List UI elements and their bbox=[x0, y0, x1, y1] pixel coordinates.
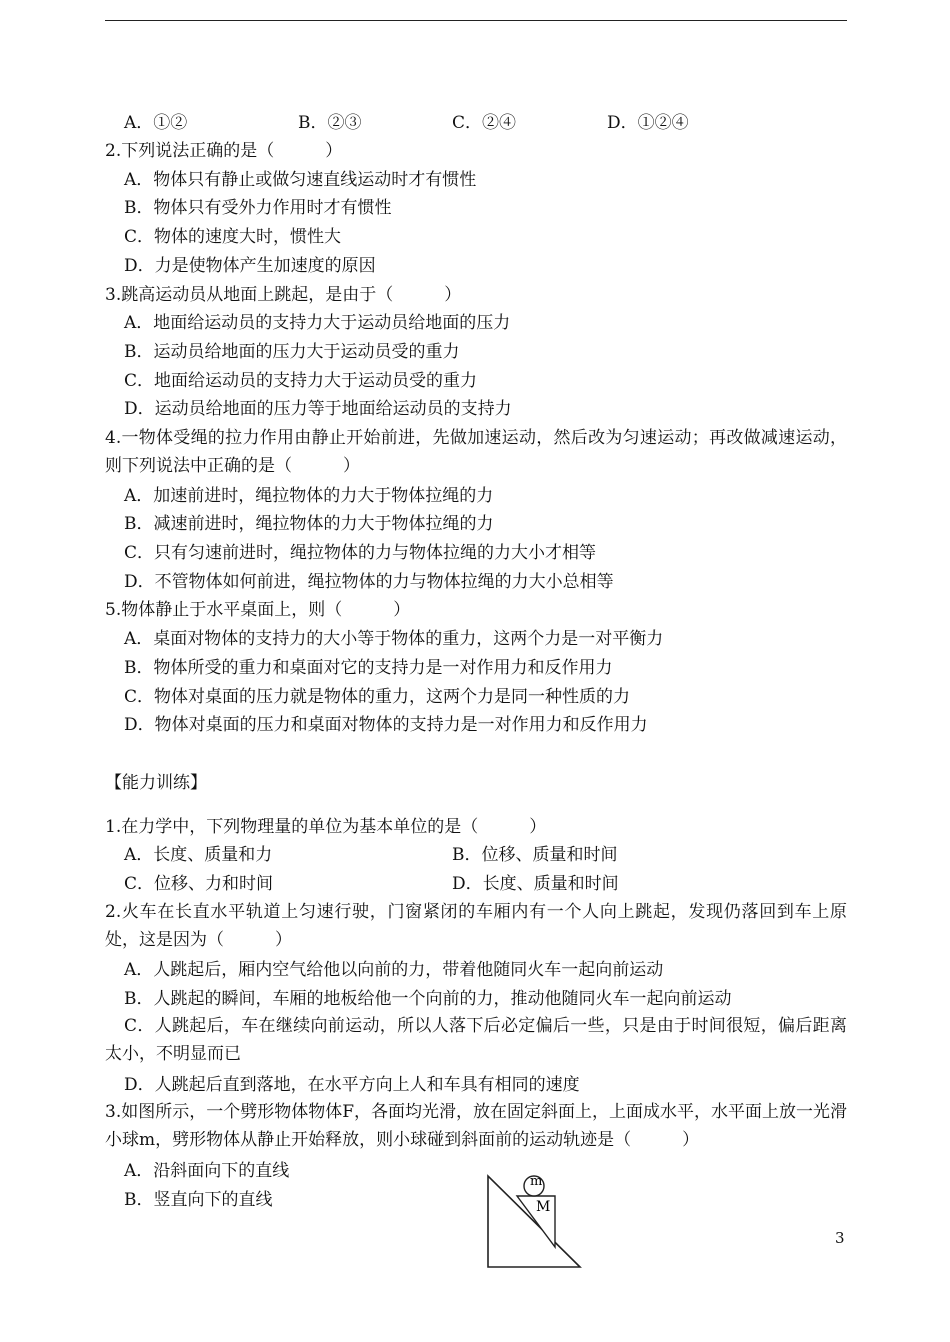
q5-option-c: C．物体对桌面的压力就是物体的重力，这两个力是同一种性质的力 bbox=[124, 687, 631, 707]
q5-option-d: D．物体对桌面的压力和桌面对物体的支持力是一对作用力和反作用力 bbox=[124, 715, 648, 735]
q1-option-c: C．②④ bbox=[452, 113, 517, 133]
p3-stem: 3.如图所示，一个劈形物体物体F，各面均光滑，放在固定斜面上，上面成水平，水平面上放一光滑小球m，劈形物体从静止开始释放，则小球碰到斜面前的运动轨迹是（ ） bbox=[105, 1102, 848, 1150]
p1-option-c: C．位移、力和时间 bbox=[124, 874, 274, 894]
ball-label: m bbox=[530, 1174, 543, 1189]
p1-option-d: D．长度、质量和时间 bbox=[452, 874, 619, 894]
p1-option-b: B．位移、质量和时间 bbox=[452, 845, 618, 865]
q3-option-c: C．地面给运动员的支持力大于运动员受的重力 bbox=[124, 371, 478, 391]
q2-option-d: D．力是使物体产生加速度的原因 bbox=[124, 256, 376, 276]
q3-stem: 3.跳高运动员从地面上跳起，是由于（ ） bbox=[105, 285, 462, 305]
q4-option-d: D．不管物体如何前进，绳拉物体的力与物体拉绳的力大小总相等 bbox=[124, 572, 614, 592]
q2-option-c: C．物体的速度大时，惯性大 bbox=[124, 227, 342, 247]
q1-option-a: A．①② bbox=[124, 113, 188, 133]
q3-option-d: D．运动员给地面的压力等于地面给运动员的支持力 bbox=[124, 399, 512, 419]
p2-stem: 2.火车在长直水平轨道上匀速行驶，门窗紧闭的车厢内有一个人向上跳起，发现仍落回到车上原处，这是因为（ ） bbox=[105, 902, 847, 950]
q5-option-a: A．桌面对物体的支持力的大小等于物体的重力，这两个力是一对平衡力 bbox=[124, 629, 664, 649]
q4-option-a: A．加速前进时，绳拉物体的力大于物体拉绳的力 bbox=[124, 486, 494, 506]
q1-options bbox=[0, 112, 950, 134]
q2-stem: 2.下列说法正确的是（ ） bbox=[105, 141, 343, 161]
q1-option-b: B．②③ bbox=[298, 113, 362, 133]
p1-stem: 1.在力学中，下列物理量的单位为基本单位的是（ ） bbox=[105, 817, 547, 837]
p3-option-b: B．竖直向下的直线 bbox=[124, 1190, 273, 1210]
q5-stem: 5.物体静止于水平桌面上，则（ ） bbox=[105, 600, 411, 620]
page-number: 3 bbox=[835, 1229, 845, 1247]
wedge-label: M bbox=[536, 1199, 551, 1215]
q2-option-a: A．物体只有静止或做匀速直线运动时才有惯性 bbox=[124, 170, 477, 190]
p2-option-d: D．人跳起后直到落地，在水平方向上人和车具有相同的速度 bbox=[124, 1075, 580, 1095]
p3-option-a: A．沿斜面向下的直线 bbox=[124, 1161, 290, 1181]
q1-option-d: D．①②④ bbox=[607, 113, 689, 133]
p2-option-c: C．人跳起后，车在继续向前运动，所以人落下后必定偏后一些，只是由于时间很短，偏后距离太小，不明显而已 bbox=[105, 1016, 847, 1064]
header-rule bbox=[105, 20, 847, 21]
q3-option-b: B．运动员给地面的压力大于运动员受的重力 bbox=[124, 342, 460, 362]
q3-option-a: A．地面给运动员的支持力大于运动员给地面的压力 bbox=[124, 313, 511, 333]
q4-option-c: C．只有匀速前进时，绳拉物体的力与物体拉绳的力大小才相等 bbox=[124, 543, 597, 563]
q2-option-b: B．物体只有受外力作用时才有惯性 bbox=[124, 198, 392, 218]
q4-stem: 4.一物体受绳的拉力作用由静止开始前进，先做加速运动，然后改为匀速运动；再改做减速运动，则下列说法中正确的是（ ） bbox=[105, 428, 847, 476]
p2-option-a: A．人跳起后，厢内空气给他以向前的力，带着他随同火车一起向前运动 bbox=[124, 960, 664, 980]
incline-figure bbox=[486, 1170, 586, 1270]
p1-option-a: A．长度、质量和力 bbox=[124, 845, 273, 865]
section-title: 【能力训练】 bbox=[105, 773, 207, 793]
q4-option-b: B．减速前进时，绳拉物体的力大于物体拉绳的力 bbox=[124, 514, 494, 534]
q5-option-b: B．物体所受的重力和桌面对它的支持力是一对作用力和反作用力 bbox=[124, 658, 613, 678]
p2-option-b: B．人跳起的瞬间，车厢的地板给他一个向前的力，推动他随同火车一起向前运动 bbox=[124, 989, 732, 1009]
